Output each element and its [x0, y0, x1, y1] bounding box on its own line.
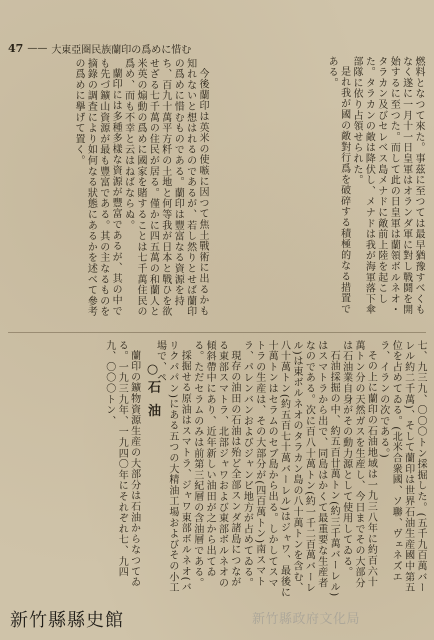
- paragraph: 燃料となつて來た。事茲に至つては最早猶豫すべくもなく遂に一月十一日皇軍はオランダ軍に對し戰鬪を開始するに至つた。而して此の日皇軍は蘭領ボルネオ・タラカン及びセレベス島メナドに敵前上陸を起こした。タラカンの敵は降伏し、メナドは我が海軍落下傘部隊に依り占領せられた。: [350, 56, 424, 316]
- paragraph: 蘭印の鑛物資源生産の大部分は石油からなつてゐる。一九三九年、一九四〇年にそれぞれ七、九四九、〇〇〇トン、: [103, 340, 140, 588]
- library-stamp: 新竹縣縣史館: [10, 610, 124, 631]
- archive-watermark: 新竹縣政府文化局: [252, 612, 361, 627]
- lower-left-text-block: [30, 340, 164, 598]
- paragraph: その上に蘭印の石油地域は一九三八年に約百六十萬トン分の天然ガスを生産し、今日までその大部分は石油業自身がその動力源として使用してゐる。: [340, 340, 377, 589]
- paragraph: 現存の油田の石油は殆ど全部スンダ諸島につながる東部スマトラ、北部ジャワおよび東部ボルネオの傾斜帶中にあり、近年新しい油田が之から出てゐる。ただセラムのみは前第三紀層の含油層である。: [191, 340, 240, 589]
- running-title: 大東亞圏民族蘭印の爲めに惜む: [51, 44, 192, 56]
- paragraph: 今後蘭印は英米の使嗾に因つて焦土戰術に出るかも知れないと想はれるのであるが、若し然りとせば蘭印の爲めに惜むものである。蘭印は豐富なる資源を持ち、百九十萬平方粁の土地と何等我が日本と戰ひを欲せざる七千萬の住民が居る。僅かに四五萬の和蘭人と米英の煽動の爲めに國家を賭することは七千萬住民の爲め、而も不幸と云はねばならぬ。: [122, 58, 208, 318]
- section-heading-oil: ○石 油: [145, 362, 160, 420]
- upper-left-text-block: [22, 58, 208, 326]
- paragraph: 石油採掘の中、約五百廿萬トン(約三千萬バーレル)はスマトラから出で、同島はかくて最重要な生産者なのである。次に百八十萬トン(約一千二百萬バーレル)は東ボルネオのタラカン島の八十萬トンを含む、八十萬トン(約五百七十萬バーレル)はジャワ、最後に十萬トンはセラムのセブ島から出る。しかしてスマトラの生産は、その大部分が(四百萬トン)南スマトラ、パレンバンおよびジャンビ地方が占めてゐる。: [241, 340, 340, 598]
- page-number: 47: [8, 41, 24, 55]
- header-dash: ——: [27, 42, 48, 54]
- lower-right-text-block: [154, 340, 426, 598]
- upper-right-text-block: [212, 56, 424, 324]
- paragraph: 七、九三九、〇〇〇トン採掘した。(五千九百萬バーレル約二千萬)、そして蘭印は世界石油生産國中第五位を占めてゐる。(北米合衆國、ソ聯、ヴェネズエラ、イランの次である。): [377, 340, 426, 594]
- paragraph: 蘭印には多種多樣な資源が豐富であるが、其の中でも先づ鑛山資源が最も豐富である。其の主なるものを摘錄の調査により如何なる狀態にあるかを述べて參考の爲めに擧げて置く。: [72, 58, 122, 318]
- paragraph: 採掘せる原油はスマトラ、ジャワ東部ボルネオ(バリクパパン)にある五つの大精油工場およびその小工場で、ペ: [154, 340, 191, 594]
- section-divider: [8, 332, 426, 333]
- paragraph: 是れ我が國の敵對行爲を破碎する積極的なる措置である。: [326, 56, 350, 315]
- running-header: [8, 38, 208, 58]
